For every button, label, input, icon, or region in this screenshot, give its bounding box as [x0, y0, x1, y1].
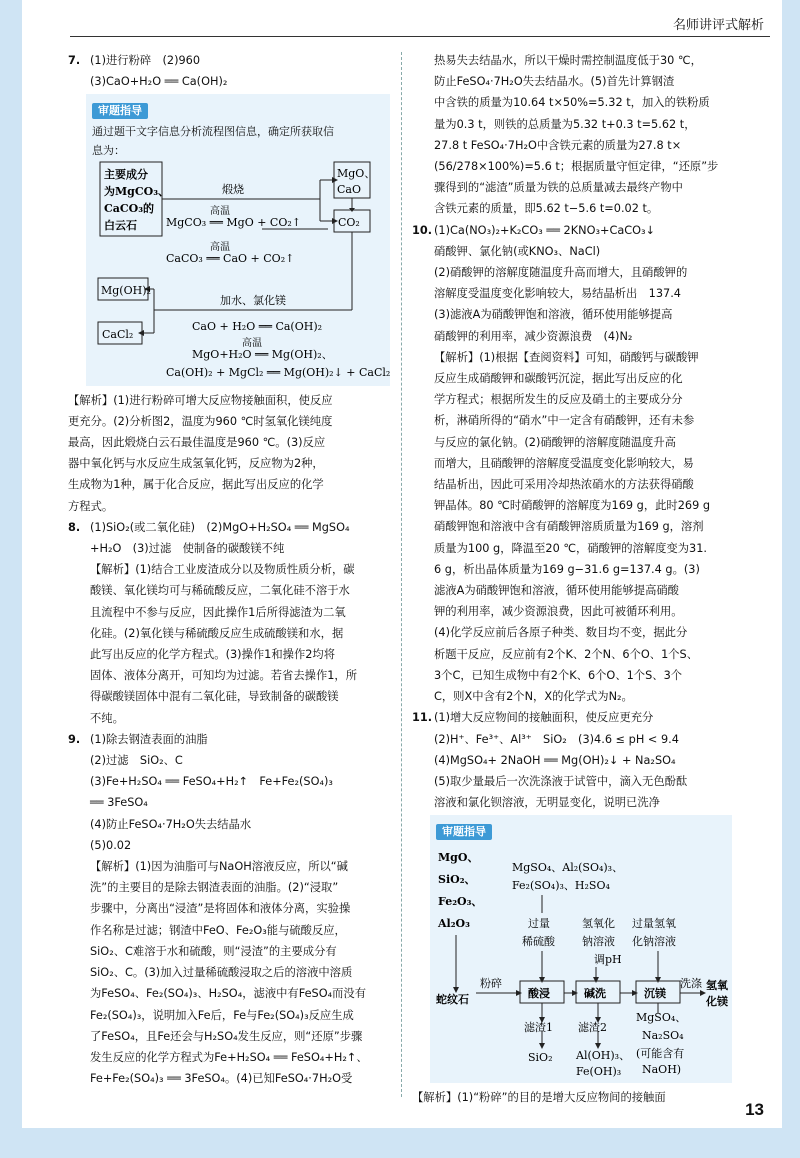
answer-line: (3)Fe+H₂SO₄ ══ FeSO₄+H₂↑ Fe+Fe₂(SO₄)₃	[90, 775, 333, 789]
analysis-line: 【解析】(1)结合工业废渣成分以及物质性质分析，碳	[90, 563, 355, 577]
review-guide-box	[430, 815, 732, 1082]
equation: Ca(OH)₂ + MgCl₂ ══ Mg(OH)₂↓ + CaCl₂	[166, 365, 391, 379]
question-7-analysis	[68, 390, 390, 517]
diagram-label: MgO、	[337, 166, 376, 180]
answer-line: +H₂O (3)过滤 使制备的碳酸镁不纯	[90, 542, 285, 556]
analysis-line: C，则X中含有2个N，X的化学式为N₂。	[434, 690, 633, 704]
review-guide-tag: 审题指导	[436, 824, 492, 840]
diagram-label: 氢氧	[706, 978, 728, 992]
diagram-label: CO₂	[338, 215, 360, 229]
analysis-line: 滤液A为硝酸钾饱和溶液，循环使用能够提高硝酸	[434, 584, 679, 598]
analysis-line: 【解析】(1)进行粉碎可增大反应物接触面积，使反应	[68, 393, 333, 407]
diagram-label: 加水、氯化镁	[220, 293, 286, 307]
header-title: 名师讲评式解析	[672, 18, 764, 33]
diagram-label: MgO、	[438, 850, 479, 864]
answer-line: 硝酸钾的利用率，减少资源浪费 (4)N₂	[434, 329, 633, 343]
diagram-label: (可能含有	[636, 1046, 685, 1060]
equation: MgCO₃ ══ MgO + CO₂↑	[166, 215, 301, 229]
question-number: 7.	[68, 54, 81, 67]
analysis-line: 析，淋硝所得的“硝水”中一定含有硝酸钾，还有未参	[434, 414, 695, 428]
analysis-line: 结晶析出，因此可采用冷却热浓硝水的方法获得硝酸	[434, 478, 694, 492]
answer-line: (1)SiO₂(或二氧化硅) (2)MgO+H₂SO₄ ══ MgSO₄	[90, 520, 350, 534]
question-11-analysis: 【解析】(1)“粉碎”的目的是增大反应物间的接触面	[412, 1090, 666, 1104]
answer-line: (3)滤液A为硝酸钾饱和溶液，循环使用能够提高	[434, 308, 673, 322]
analysis-line: 硝酸钾饱和溶液中含有硝酸钾溶质质量为169 g，溶剂	[434, 520, 704, 534]
analysis-line: 量为0.3 t，则铁的总质量为5.32 t+0.3 t=5.62 t，	[434, 117, 696, 131]
analysis-line: 【解析】(1)因为油脂可与NaOH溶液反应，所以“碱	[90, 860, 348, 874]
process-label: 沉镁	[644, 986, 666, 1000]
review-guide-tag: 审题指导	[92, 103, 148, 119]
analysis-line: 中含铁的质量为10.64 t×50%=5.32 t，加入的铁粉质	[434, 96, 710, 110]
analysis-line: 且流程中不参与反应，因此操作1后所得滤渣为二氧	[90, 605, 346, 619]
answer-line: (2)H⁺、Fe³⁺、Al³⁺ SiO₂ (3)4.6 ≤ pH < 9.4	[434, 732, 679, 746]
question-number: 11.	[412, 711, 433, 725]
diagram-label: 洗涤	[680, 976, 702, 990]
diagram-label: 钠溶液	[582, 934, 615, 948]
diagram-label: 滤渣2	[578, 1020, 607, 1034]
diagram-label: CaO	[337, 182, 361, 196]
answer-line: (3)CaO+H₂O ══ Ca(OH)₂	[90, 75, 228, 89]
analysis-line: 骤得到的“滤渣”质量为铁的总质量减去最终产物中	[434, 181, 683, 195]
analysis-line: (56/278×100%)=5.6 t；根据质量守恒定律，“还原”步	[434, 160, 719, 174]
analysis-line: 洗”的主要目的是除去钢渣表面的油脂。(2)“浸取”	[90, 881, 339, 895]
analysis-line: 热易失去结晶水，所以干燥时需控制温度低于30 ℃，	[434, 54, 702, 67]
analysis-line: 步骤中，分离出“浸渣”是将固体和液体分离，实验操	[90, 902, 351, 916]
analysis-line: 与反应的氯化钠。(2)硝酸钾的溶解度随温度升高	[434, 435, 676, 449]
analysis-line: 固体、液体分离开，可知均为过滤。若省去操作1，所	[90, 669, 358, 683]
review-guide-box	[86, 94, 390, 385]
diagram-label: Fe₂O₃、	[438, 894, 483, 908]
question-10	[412, 220, 732, 708]
analysis-line: 器中氧化钙与水反应生成氢氧化钙，反应物为2种，	[68, 457, 324, 471]
analysis-line: SiO₂、C。(3)加入过量稀硫酸浸取之后的溶液中溶质	[90, 966, 353, 980]
diagram-label: MgSO₄、	[636, 1010, 687, 1024]
analysis-line: 质量为100 g，降温至20 ℃，硝酸钾的溶解度变为31.	[434, 541, 707, 555]
analysis-line: 发生反应的化学方程式为Fe+H₂SO₄ ══ FeSO₄+H₂↑、	[90, 1050, 368, 1064]
equation: CaCO₃ ══ CaO + CO₂↑	[166, 251, 295, 265]
diagram-label: Al(OH)₃、	[576, 1048, 631, 1062]
answer-line: (2)过滤 SiO₂、C	[90, 754, 183, 768]
column-divider	[401, 52, 402, 1097]
diagram-label: 粉碎	[480, 976, 502, 990]
analysis-line: 3个C，已知生成物中有2个K、6个O、1个S、3个	[434, 668, 683, 682]
left-column	[68, 50, 390, 1089]
diagram-label: 氢氧化	[582, 916, 615, 930]
diagram-label: Fe₂(SO₄)₃、H₂SO₄	[512, 878, 610, 892]
diagram-label: 过量	[528, 916, 550, 930]
serpentine-flow-diagram	[436, 843, 728, 1078]
analysis-line: 了FeSO₄，且Fe还会与H₂SO₄发生反应，则“还原”步骤	[90, 1029, 363, 1043]
diagram-label: Mg(OH)₂	[101, 283, 151, 297]
answer-line: (4)MgSO₄+ 2NaOH ══ Mg(OH)₂↓ + Na₂SO₄	[434, 753, 676, 767]
analysis-line: 最高，因此煅烧白云石最佳温度是960 ℃。(3)反应	[68, 436, 326, 450]
analysis-line: (4)化学反应前后各原子种类、数目均不变，据此分	[434, 626, 688, 640]
analysis-line: 析题干反应，反应前有2个K、2个N、6个O、1个S、	[434, 647, 699, 661]
analysis-line: 学方程式；根据所发生的反应及硝土的主要成分分	[434, 393, 683, 407]
diagram-label: Fe(OH)₃	[576, 1064, 622, 1078]
diagram-label: 煅烧	[222, 182, 244, 196]
analysis-line: 6 g，析出晶体质量为169 g−31.6 g=137.4 g。(3)	[434, 562, 700, 576]
diagram-label: SiO₂	[528, 1050, 553, 1064]
diagram-label: MgSO₄、Al₂(SO₄)₃、	[512, 860, 624, 874]
analysis-line: 为FeSO₄、Fe₂(SO₄)₃、H₂SO₄，滤液中有FeSO₄而没有	[90, 987, 367, 1001]
analysis-line: 作名称是过滤；钢渣中FeO、Fe₂O₃能与硫酸反应，	[90, 923, 346, 937]
diagram-label: SiO₂、	[438, 872, 476, 886]
diagram-label: 主要成分	[104, 167, 148, 181]
analysis-line: 钾晶体。80 ℃时硝酸钾的溶解度为169 g，此时269 g	[434, 499, 711, 513]
question-number: 9.	[68, 732, 81, 746]
analysis-line: 不纯。	[90, 711, 124, 725]
analysis-line: 而增大，且硝酸钾的溶解度受温度变化影响较大，易	[434, 456, 694, 470]
process-label: 酸浸	[528, 986, 550, 1000]
header-rule	[70, 36, 770, 37]
diagram-label: 调pH	[594, 952, 622, 966]
diagram-label: Na₂SO₄	[642, 1028, 684, 1042]
answer-line: (2)硝酸钾的溶解度随温度升高而增大，且硝酸钾的	[434, 266, 688, 280]
question-number: 10.	[412, 223, 433, 237]
diagram-label: 为MgCO₃、	[104, 184, 170, 198]
page-number: 13	[745, 1100, 764, 1119]
question-8	[68, 517, 390, 729]
diagram-label: 稀硫酸	[522, 934, 555, 948]
diagram-label: 过量氢氧	[632, 916, 676, 930]
equation: MgO+H₂O ══ Mg(OH)₂、	[192, 347, 333, 361]
analysis-line: 27.8 t FeSO₄·7H₂O中含铁元素的质量为27.8 t×	[434, 138, 682, 152]
diagram-label: 滤渣1	[524, 1020, 553, 1034]
answer-line: ══ 3FeSO₄	[90, 796, 148, 810]
answer-line: (5)取少量最后一次洗涤液于试管中，滴入无色酚酞	[434, 774, 688, 788]
analysis-line: 化硅。(2)氧化镁与稀硫酸反应生成硫酸镁和水，据	[90, 626, 344, 640]
diagram-label: Al₂O₃	[438, 916, 470, 930]
analysis-line: 含铁元素的质量，即5.62 t−5.6 t=0.02 t。	[434, 202, 659, 216]
answer-line: (1)Ca(NO₃)₂+K₂CO₃ ══ 2KNO₃+CaCO₃↓	[434, 223, 656, 237]
answer-line: 硝酸钾、氯化钠(或KNO₃、NaCl)	[434, 244, 601, 258]
right-column	[412, 50, 732, 1108]
analysis-line: Fe₂(SO₄)₃，说明加入Fe后，Fe与Fe₂(SO₄)₃反应生成	[90, 1008, 354, 1022]
analysis-line: 【解析】(1)根据【查阅资料】可知，硝酸钙与碳酸钾	[434, 350, 699, 364]
condition-label: 高温	[210, 241, 230, 253]
question-11	[412, 707, 732, 813]
guide-text: 通过题干文字信息分析流程图信息，确定所获取信	[92, 124, 334, 138]
analysis-line: 酸镁、氧化镁均可与稀硫酸反应，二氧化硅不溶于水	[90, 584, 350, 598]
condition-label: 高温	[210, 205, 230, 217]
equation: CaO + H₂O ══ Ca(OH)₂	[192, 319, 323, 333]
question-number: 8.	[68, 520, 81, 534]
dolomite-flow-diagram	[92, 160, 391, 379]
analysis-line: 生成物为1种，属于化合反应，据此写出反应的化学	[68, 478, 324, 492]
analysis-line: 更充分。(2)分析图2，温度为960 ℃时氢氧化镁纯度	[68, 414, 333, 428]
analysis-line: Fe+Fe₂(SO₄)₃ ══ 3FeSO₄。(4)已知FeSO₄·7H₂O受	[90, 1072, 353, 1086]
analysis-line: 方程式。	[68, 499, 114, 513]
analysis-line: 反应生成硝酸钾和碳酸钙沉淀，据此写出反应的化	[434, 372, 683, 386]
diagram-label: 白云石	[104, 218, 137, 232]
analysis-line: SiO₂、C难溶于水和硫酸，则“浸渣”的主要成分有	[90, 944, 337, 958]
analysis-line: 钾的利用率，减少资源浪费，因此可被循环利用。	[434, 605, 683, 619]
diagram-label: 化钠溶液	[632, 934, 676, 948]
answer-line: (1)进行粉碎 (2)960	[90, 54, 201, 67]
answer-line: (5)0.02	[90, 838, 132, 852]
question-9-continued	[412, 50, 732, 220]
analysis-line: 防止FeSO₄·7H₂O失去结晶水。(5)首先计算钢渣	[434, 75, 675, 89]
diagram-label: CaCl₂	[102, 327, 134, 341]
diagram-label: 化镁	[706, 994, 728, 1008]
answer-line: 溶液和氯化钡溶液，无明显变化，说明已洗净	[434, 796, 660, 810]
diagram-label: NaOH)	[642, 1062, 682, 1076]
diagram-label: CaCO₃的	[104, 201, 155, 215]
question-7	[68, 50, 390, 92]
question-9	[68, 729, 390, 1089]
diagram-label: 蛇纹石	[436, 992, 469, 1006]
answer-line: (1)除去钢渣表面的油脂	[90, 732, 208, 746]
condition-label: 高温	[242, 337, 262, 349]
answer-line: 溶解度受温度变化影响较大，易结晶析出 137.4	[434, 287, 681, 301]
guide-text: 息为：	[92, 143, 125, 157]
process-label: 碱洗	[584, 986, 606, 1000]
answer-line: (1)增大反应物间的接触面积，使反应更充分	[434, 711, 654, 725]
answer-line: (4)防止FeSO₄·7H₂O失去结晶水	[90, 817, 252, 831]
analysis-line: 此写出反应的化学方程式。(3)操作1和操作2均将	[90, 648, 336, 662]
analysis-line: 得碳酸镁固体中混有二氧化硅，导致制备的碳酸镁	[90, 690, 339, 704]
